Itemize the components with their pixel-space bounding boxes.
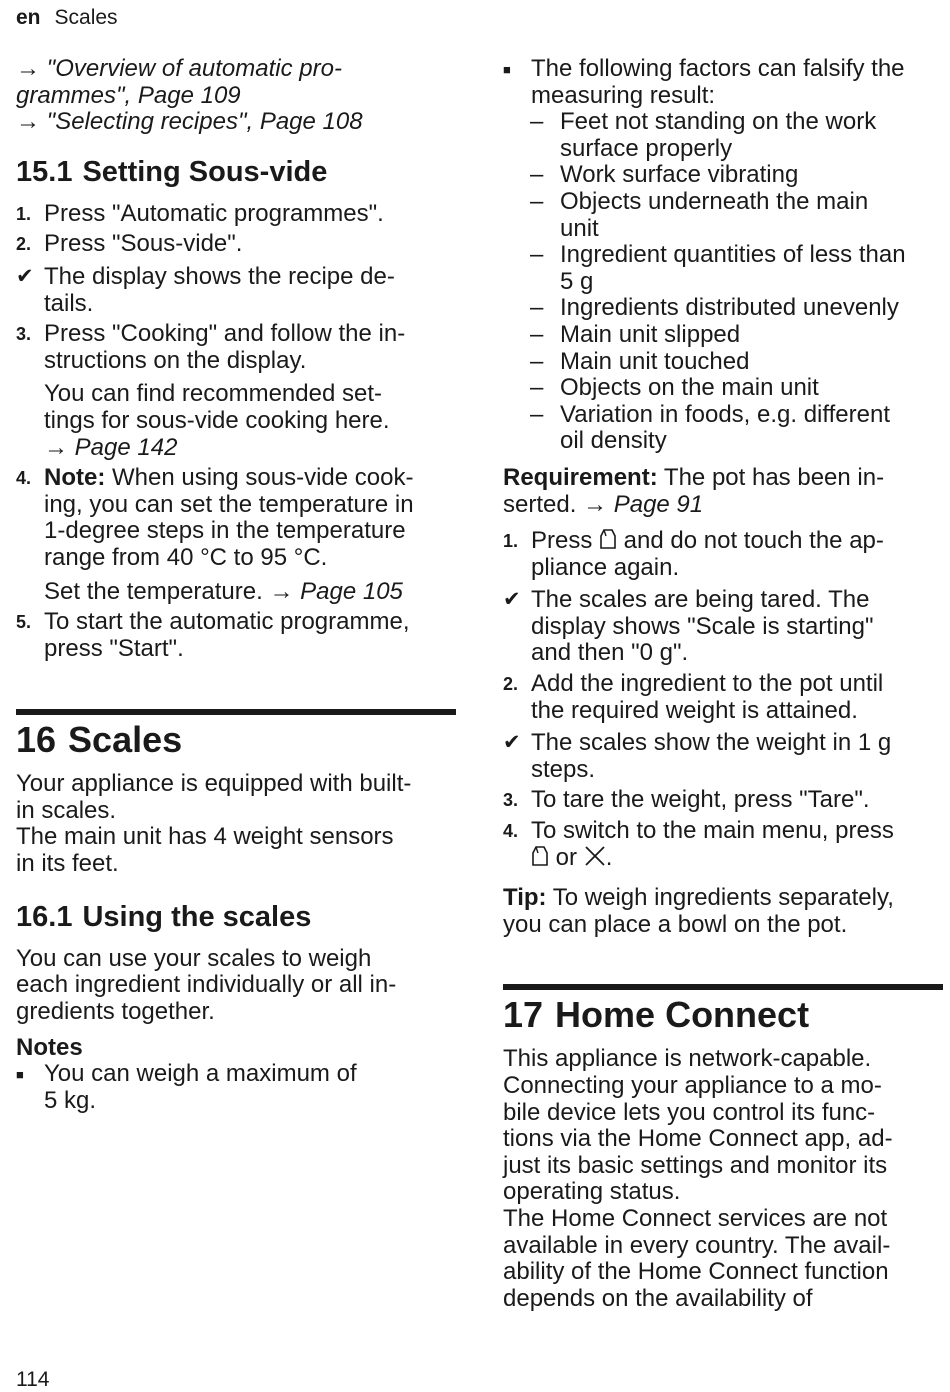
cross-reference-recipes[interactable]: → "Selecting recipes", Page 108	[16, 108, 363, 136]
dash-bullet-icon: –	[530, 347, 544, 375]
chapter-divider	[16, 709, 456, 715]
page-reference-91[interactable]: → Page 91	[583, 490, 704, 518]
notes-heading: Notes	[16, 1034, 83, 1062]
requirement: Requirement: The pot has been in- serted. → Page 91	[503, 463, 885, 518]
factor-text: Main unit slipped	[560, 320, 741, 348]
check-icon: ✔	[503, 588, 521, 612]
step-continuation: You can find recommended set- tings for sous-vide cooking here. → Page 142	[44, 380, 390, 461]
bullet-item: ■ The following factors can falsify the measuring result:	[503, 55, 905, 109]
step-number: 1.	[503, 531, 519, 552]
factor-text: unit	[560, 214, 599, 242]
step-number: 2.	[503, 674, 519, 695]
dash-bullet-icon: –	[530, 320, 544, 348]
cross-reference-overview[interactable]: → "Overview of automatic pro- grammes", Page 109	[16, 55, 342, 109]
page-number: 114	[16, 1368, 50, 1391]
section-16-1-intro: You can use your scales to weigh each ingredient individually or all in- gredients together.	[16, 944, 397, 1025]
factor-item	[503, 322, 943, 349]
dash-bullet-icon: –	[530, 374, 544, 402]
right-column	[503, 56, 943, 1312]
factor-text: Ingredients distributed unevenly	[560, 294, 899, 322]
step-item: 5. To start the automatic programme, press "Start".	[16, 608, 410, 662]
square-bullet-icon: ■	[503, 62, 511, 77]
step-number: 3.	[503, 790, 519, 811]
section-16-1-heading: 16.1 Using the scales	[16, 900, 312, 933]
home-scale-icon	[599, 528, 617, 550]
section-15-1-heading: 15.1 Setting Sous-vide	[16, 155, 328, 188]
step-continuation: Set the temperature. → Page 105	[44, 577, 403, 605]
page-header	[16, 6, 118, 30]
close-icon	[584, 845, 606, 867]
factor-item	[503, 162, 943, 189]
chapter-17-heading: 17 Home Connect	[503, 994, 810, 1036]
step-item: 4. Note: When using sous-vide cook- ing, you can set the temperature in 1-degree steps in the temperature range from 40 °C to 95 °C.	[16, 464, 414, 571]
dash-bullet-icon: –	[530, 400, 544, 428]
step-number: 3.	[16, 324, 32, 345]
dash-bullet-icon: –	[530, 294, 544, 322]
page-reference-142[interactable]: → Page 142	[44, 433, 178, 461]
check-icon: ✔	[503, 731, 521, 755]
step-number: 2.	[16, 234, 32, 255]
factor-list	[503, 109, 943, 455]
dash-bullet-icon: –	[530, 241, 544, 269]
step-number: 5.	[16, 612, 32, 633]
chapter-16-heading: 16 Scales	[16, 719, 183, 761]
factor-text: surface properly	[560, 134, 733, 162]
factor-item	[503, 375, 943, 402]
factor-text: 5 g	[560, 267, 594, 295]
factor-item	[503, 402, 943, 455]
factor-text: Work surface vibrating	[560, 161, 799, 189]
factor-text: Variation in foods, e.g. different	[560, 400, 890, 428]
step-item: 1. Press "Automatic programmes".	[16, 199, 384, 227]
square-bullet-icon: ■	[16, 1067, 24, 1083]
factor-text: Ingredient quantities of less than	[560, 241, 906, 269]
home-scale-icon	[531, 845, 549, 867]
result-item: ✔ The scales show the weight in 1 g steps.	[503, 729, 892, 783]
chapter-divider	[503, 984, 943, 990]
chapter-17-text: This appliance is network-capable. Connecting your appliance to a mo- bile device lets you control its func- tions via the Home Connect app, ad- just its basic settings and monitor its operating status. The Home Connect services are not available in every country. The avail- ability of the Home Connect function depends on the availability of	[503, 1045, 893, 1312]
factor-text: Objects underneath the main	[560, 187, 869, 215]
left-column	[16, 56, 456, 1115]
result-item: ✔ The scales are being tared. The display shows "Scale is starting" and then "0 g".	[503, 586, 874, 667]
dash-bullet-icon: –	[530, 108, 544, 136]
factor-item	[503, 109, 943, 162]
dash-bullet-icon: –	[530, 187, 544, 215]
step-item: 3. To tare the weight, press "Tare".	[503, 786, 870, 814]
result-item: ✔ The display shows the recipe de- tails.	[16, 262, 395, 317]
factor-text: oil density	[560, 427, 667, 455]
page-reference-105[interactable]: → Page 105	[269, 577, 403, 605]
step-number: 4.	[16, 468, 32, 489]
step-number: 4.	[503, 821, 519, 842]
step-item: 2. Press "Sous-vide".	[16, 230, 243, 258]
factor-text: Main unit touched	[560, 347, 750, 375]
check-icon: ✔	[16, 264, 34, 288]
step-item: 2. Add the ingredient to the pot until the required weight is attained.	[503, 670, 884, 724]
language-code: en	[16, 6, 41, 29]
factor-item	[503, 189, 943, 242]
step-item: 3. Press "Cooking" and follow the in- structions on the display.	[16, 320, 406, 374]
step-item: 1. Press and do not touch the ap- pliance again.	[503, 527, 884, 581]
factor-text: Feet not standing on the work	[560, 108, 877, 136]
header-section: Scales	[54, 6, 118, 29]
factor-item	[503, 242, 943, 295]
factor-item	[503, 349, 943, 376]
note-item: ■ You can weigh a maximum of 5 kg.	[16, 1060, 357, 1115]
dash-bullet-icon: –	[530, 161, 544, 189]
factor-text: Objects on the main unit	[560, 374, 819, 402]
tip: Tip: To weigh ingredients separately, you can place a bowl on the pot.	[503, 884, 894, 938]
factor-item	[503, 295, 943, 322]
step-number: 1.	[16, 203, 32, 224]
step-item: 4. To switch to the main menu, press or .	[503, 817, 894, 871]
chapter-16-intro: Your appliance is equipped with built- in scales. The main unit has 4 weight sensors in its feet.	[16, 770, 412, 878]
